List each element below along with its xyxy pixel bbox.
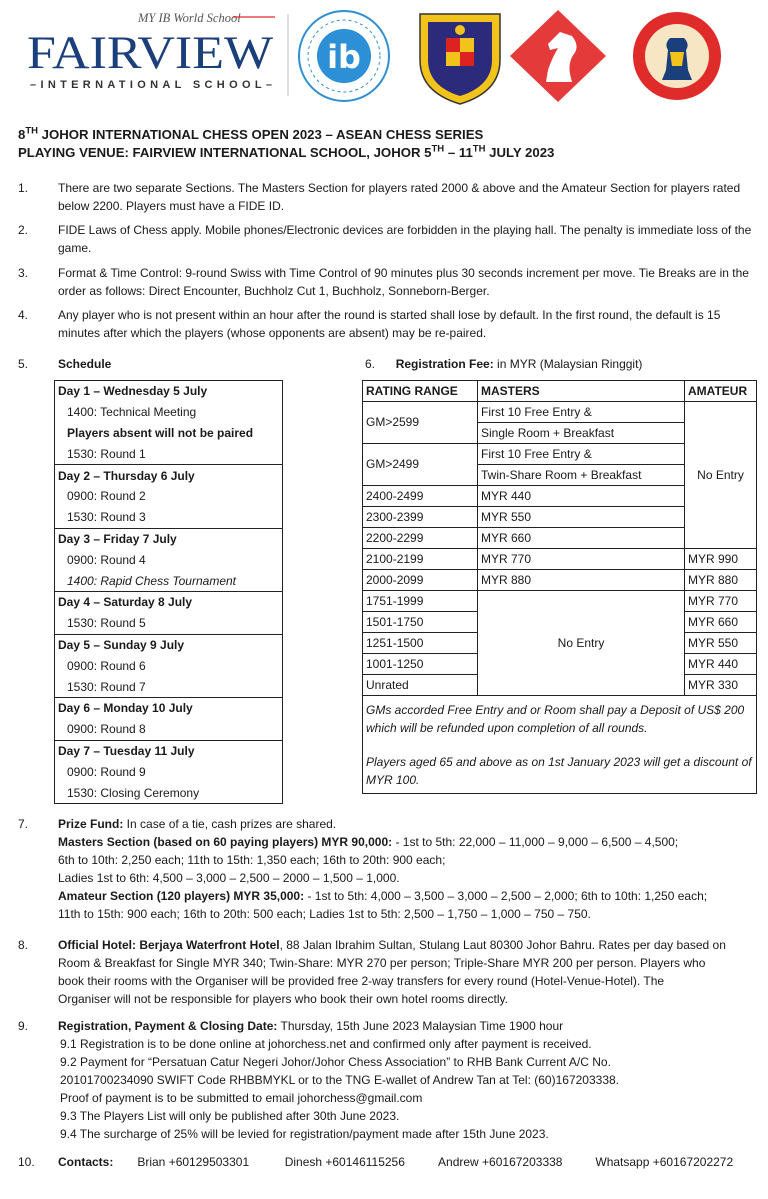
schedule-event: 1530: Round 1 — [55, 443, 283, 464]
schedule-heading: 5. Schedule — [18, 357, 112, 371]
contact-dinesh: Dinesh +60146115256 — [284, 1155, 405, 1169]
fee-masters: Twin-Share Room + Breakfast — [478, 465, 685, 486]
school-name: FAIRVIEW — [27, 27, 274, 79]
schedule-table — [54, 380, 283, 804]
registration-fee-table — [362, 380, 757, 794]
prize-masters-line2: 6th to 10th: 2,250 each; 11th to 15th: 1,350 each; 16th to 20th: 900 each; — [58, 853, 446, 867]
asean-chess-confederation-logo — [633, 12, 721, 100]
rule-4: 4. Any player who is not present within an hour after the round is started shall lose by default. In the first round, the default is 15 minutes after which the players (whose opponents are absent) may be re-paired. — [18, 308, 721, 340]
fee-column-header: RATING RANGE — [363, 381, 478, 402]
schedule-event: 1400: Technical Meeting — [55, 402, 283, 423]
registration-heading: Registration, Payment & Closing Date: Thursday, 15th June 2023 Malaysian Time 1900 hour — [58, 1019, 564, 1033]
fee-range: GM>2599 — [363, 402, 478, 444]
fee-masters: MYR 880 — [478, 570, 685, 591]
contact-whatsapp: Whatsapp +60167202272 — [595, 1155, 734, 1169]
fee-note-seniors: Players aged 65 and above as on 1st January 2023 will get a discount of MYR 100. — [366, 755, 752, 787]
school-subtitle: –INTERNATIONAL SCHOOL– — [30, 79, 272, 91]
fee-notes — [363, 696, 757, 794]
event-title — [18, 126, 758, 162]
fee-range: 2000-2099 — [363, 570, 478, 591]
ib-logo-text: ib — [327, 38, 361, 76]
fee-range: GM>2499 — [363, 444, 478, 486]
fee-note-deposit: GMs accorded Free Entry and or Room shall pay a Deposit of US$ 200 which will be refunded upon completion of all rounds. — [366, 703, 745, 735]
fee-range: 2300-2399 — [363, 507, 478, 528]
asean-knight-logo — [510, 10, 606, 102]
schedule-day: Day 6 – Monday 10 July — [55, 697, 283, 718]
event-title-line2: PLAYING VENUE: FAIRVIEW INTERNATIONAL SCHOOL, JOHOR 5TH – 11TH JULY 2023 — [18, 143, 555, 160]
fee-masters: MYR 770 — [478, 549, 685, 570]
rule-3: 3. Format & Time Control: 9-round Swiss with Time Control of 90 minutes plus 30 seconds increment per move. Tie Breaks are in the order as follows: Direct Encounter, Buchholz Cut 1, Buchholz, Sonneborn-Berger. — [18, 266, 749, 298]
rule-1: 1. There are two separate Sections. The Masters Section for players rated 2000 & above and the Amateur Section for players rated below 2200. Players must have a FIDE ID. — [18, 181, 741, 213]
fee-range: 2400-2499 — [363, 486, 478, 507]
fee-masters: First 10 Free Entry & — [478, 402, 685, 423]
hotel-line1: Official Hotel: Berjaya Waterfront Hotel, 88 Jalan Ibrahim Sultan, Stulang Laut 80300 Johor Bahru. Rates per day based on — [58, 938, 726, 952]
hotel-line2: Room & Breakfast for Single MYR 340; Twin-Share: MYR 270 per person; Triple-Share MYR 200 per person. Players who — [58, 956, 706, 970]
contact-andrew: Andrew +60167203338 — [438, 1155, 563, 1169]
schedule-day: Day 1 – Wednesday 5 July — [55, 381, 283, 402]
fee-range: 1251-1500 — [363, 633, 478, 654]
registration-item: 9.1 Registration is to be done online at johorchess.net and confirmed only after payment is received. — [60, 1037, 592, 1051]
schedule-event: 0900: Round 4 — [55, 549, 283, 570]
fee-range: 1501-1750 — [363, 612, 478, 633]
schedule-event: 1530: Closing Ceremony — [55, 782, 283, 803]
fee-range: 2200-2299 — [363, 528, 478, 549]
registration-item: Proof of payment is to be submitted to email johorchess@gmail.com — [60, 1091, 423, 1105]
schedule-day: Day 5 – Sunday 9 July — [55, 634, 283, 655]
contacts-heading: Contacts: — [58, 1155, 114, 1169]
schedule-event: 1400: Rapid Chess Tournament — [55, 570, 283, 591]
schedule-day: Day 7 – Tuesday 11 July — [55, 740, 283, 761]
fee-amateur: MYR 990 — [685, 549, 757, 570]
schedule-event: 0900: Round 2 — [55, 486, 283, 507]
fee-masters: Single Room + Breakfast — [478, 423, 685, 444]
fee-masters: MYR 440 — [478, 486, 685, 507]
schedule-event: 1530: Round 5 — [55, 613, 283, 634]
prize-fund: 7. Prize Fund: In case of a tie, cash prizes are shared. Masters Section (based on 60 paying players) MYR 90,000: - 1st to 5th: 22,000 – 11,000 – 9,000 – 6,500 – 4,500; 6th to 10th: 2,250 each; 11th to 15th: 1,350 each; 16th to 20th: 900 each; Ladies 1st to 6th: 4,500 – 3,000 – 2,500 – 2000 – 1,500 – 1,000. Amateur Section (120 players) MYR 35,000: - 1st to 5th: 4,000 – 3,500 – 3,000 – 2,500 – 2,000; 6th to 10th: 1,250 each; 11th to 15th: 900 each; 16th to 20th: 500 each; Ladies 1st to 5th: 2,500 – 1,750 – 1,000 – 750 – 750. — [18, 815, 758, 925]
fee-range: 1001-1250 — [363, 654, 478, 675]
registration-item: 9.2 Payment for “Persatuan Catur Negeri Johor/Johor Chess Association” to RHB Bank Current A/C No. — [60, 1055, 611, 1069]
schedule-event: 0900: Round 9 — [55, 761, 283, 782]
fee-masters-no-entry: No Entry — [478, 591, 685, 696]
prize-masters-line3: Ladies 1st to 6th: 4,500 – 3,000 – 2,500 – 2000 – 1,500 – 1,000. — [58, 871, 400, 885]
fee-amateur: MYR 440 — [685, 654, 757, 675]
hotel-line4: Organiser will not be responsible for players who book their own hotel rooms directly. — [58, 992, 508, 1006]
fee-heading: 6. Registration Fee: in MYR (Malaysian Ringgit) — [365, 357, 643, 371]
rule-2: 2. FIDE Laws of Chess apply. Mobile phones/Electronic devices are forbidden in the playing hall. The penalty is immediate loss of the game. — [18, 223, 752, 255]
schedule-event: 0900: Round 8 — [55, 719, 283, 740]
event-title-line1: 8TH JOHOR INTERNATIONAL CHESS OPEN 2023 – ASEAN CHESS SERIES — [18, 125, 484, 142]
prize-masters: Masters Section (based on 60 paying players) MYR 90,000: - 1st to 5th: 22,000 – 11,000 – 9,000 – 6,500 – 4,500; — [58, 835, 679, 849]
fee-column-header: MASTERS — [478, 381, 685, 402]
fee-amateur: MYR 550 — [685, 633, 757, 654]
fee-range: Unrated — [363, 675, 478, 696]
schedule-day: Day 4 – Saturday 8 July — [55, 591, 283, 612]
hotel-line3: book their rooms with the Organiser will be provided free 2-way transfers for every round (Hotel-Venue-Hotel). The — [58, 974, 665, 988]
schedule-day: Day 2 – Thursday 6 July — [55, 465, 283, 486]
school-motto: MY IB World School — [138, 11, 241, 25]
fee-column-header: AMATEUR — [685, 381, 757, 402]
fee-amateur: MYR 330 — [685, 675, 757, 696]
contacts: 10. Contacts: Brian +60129503301 Dinesh +60146115256 Andrew +60167203338 Whatsapp +60167202272 — [18, 1155, 734, 1169]
prize-intro: Prize Fund: In case of a tie, cash prizes are shared. — [58, 817, 337, 831]
registration-item: 9.4 The surcharge of 25% will be levied for registration/payment made after 15th June 2023. — [60, 1127, 549, 1141]
fee-amateur: MYR 770 — [685, 591, 757, 612]
registration-item: 20101700234090 SWIFT Code RHBBMYKL or to the TNG E-wallet of Andrew Tan at Tel: (60)167203338. — [60, 1073, 619, 1087]
schedule-event: 0900: Round 6 — [55, 655, 283, 676]
schedule-day: Day 3 – Friday 7 July — [55, 528, 283, 549]
fee-amateur: MYR 660 — [685, 612, 757, 633]
fee-masters: MYR 660 — [478, 528, 685, 549]
schedule-event: 1530: Round 3 — [55, 507, 283, 528]
fee-amateur: MYR 880 — [685, 570, 757, 591]
fee-range: 1751-1999 — [363, 591, 478, 612]
official-hotel: 8. Official Hotel: Berjaya Waterfront Hotel, 88 Jalan Ibrahim Sultan, Stulang Laut 80300 Johor Bahru. Rates per day based on Room & Breakfast for Single MYR 340; Twin-Share: MYR 270 per person; Triple-Share MYR 200 per person. Players who book their rooms with the Organiser will be provided free 2-way transfers for every round (Hotel-Venue-Hotel). The Organiser will not be responsible for players who book their own hotel rooms directly. — [18, 936, 758, 1012]
registration-item: 9.3 The Players List will only be published after 30th June 2023. — [60, 1109, 400, 1123]
prize-amateur-line2: 11th to 15th: 900 each; 16th to 20th: 500 each; Ladies 1st to 5th: 2,500 – 1,750 – 1,000 – 750 – 750. — [58, 907, 591, 921]
fee-range: 2100-2199 — [363, 549, 478, 570]
header — [0, 0, 768, 110]
fee-masters: MYR 550 — [478, 507, 685, 528]
ib-world-school-logo — [299, 11, 389, 101]
fee-amateur-no-entry: No Entry — [685, 402, 757, 549]
prize-amateur: Amateur Section (120 players) MYR 35,000: - 1st to 5th: 4,000 – 3,500 – 3,000 – 2,500 – 2,000; 6th to 10th: 1,250 each; — [58, 889, 708, 903]
schedule-event: Players absent will not be paired — [55, 423, 283, 444]
registration: 9. Registration, Payment & Closing Date: Thursday, 15th June 2023 Malaysian Time 1900 hour 9.1 Registration is to be done online at johorchess.net and confirmed only after payment is received. 9.2 Payment for “Persatuan Catur Negeri Johor/Johor Chess Association” to RHB Bank Current A/C No. 20101700234090 SWIFT Code RHBBMYKL or to the TNG E-wallet of Andrew Tan at Tel: (60)167203338. Proof of payment is to be submitted to email johorchess@gmail.com 9.3 The Players List will only be published after 30th June 2023. 9.4 The surcharge of 25% will be levied for registration/payment made after 15th June 2023. — [18, 1017, 758, 1143]
header-logos — [0, 0, 768, 110]
johor-chess-association-logo — [420, 14, 500, 104]
fee-masters: First 10 Free Entry & — [478, 444, 685, 465]
schedule-event: 1530: Round 7 — [55, 676, 283, 697]
contact-brian: Brian +60129503301 — [137, 1155, 250, 1169]
